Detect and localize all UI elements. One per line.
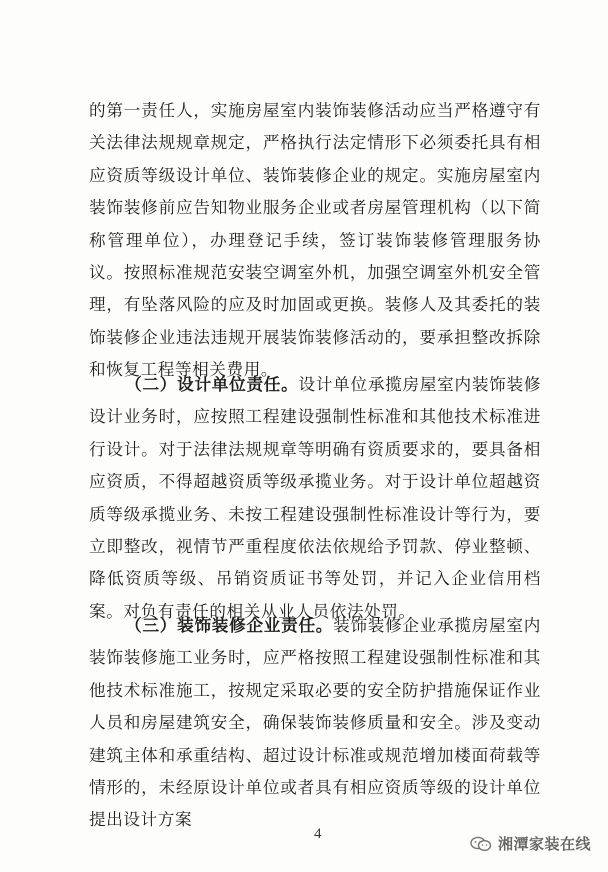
section-heading-decoration-company: （三）装饰装修企业责任。 <box>125 616 334 635</box>
paragraph-1 <box>89 95 541 387</box>
paragraph-3 <box>89 610 541 837</box>
wechat-icon <box>470 836 492 852</box>
paragraph-2-text: 设计单位承揽房屋室内装饰装修设计业务时，应按照工程建设强制性标准和其他技术标准进行设计。对于法律法规规章等明确有资质要求的，要具备相应资质，不得超越资质等级承揽业务。对于设计单位超越资质等级承揽业务、未按工程建设强制性标准设计等行为，要立即整改，视情节严重程度依法依规给予罚款、停业整顿、降低资质等级、吊销资质证书等处罚，并记入企业信用档案。对负有责任的相关从业人员依法处罚。 <box>89 375 542 621</box>
watermark-text: 湘潭家装在线 <box>498 835 592 853</box>
page-number: 4 <box>314 826 322 842</box>
paragraph-2 <box>89 369 541 628</box>
paragraph-1-text: 的第一责任人，实施房屋室内装饰装修活动应当严格遵守有关法律法规规章规定，严格执行法定情形下必须委托具有相应资质等级设计单位、装饰装修企业的规定。实施房屋室内装饰装修前应告知物业服务企业或者房屋管理机构（以下简称管理单位），办理登记手续，签订装饰装修管理服务协议。按照标准规范安装空调室外机，加强空调室外机安全管理，有坠落风险的应及时加固或更换。装修人及其委托的装饰装修企业违法违规开展装饰装修活动的，要承担整改拆除和恢复工程等相关费用。 <box>89 101 541 380</box>
section-heading-design-unit: （二）设计单位责任。 <box>125 375 299 394</box>
paragraph-3-text: 装饰装修企业承揽房屋室内装饰装修施工业务时，应严格按照工程建设强制性标准和其他技术标准施工，按规定采取必要的安全防护措施保证作业人员和房屋建筑安全，确保装饰装修质量和安全。涉及变动建筑主体和承重结构、超过设计标准或规范增加楼面荷载等情形的，未经原设计单位或者具有相应资质等级的设计单位提出设计方案 <box>89 616 541 830</box>
watermark <box>470 833 591 854</box>
